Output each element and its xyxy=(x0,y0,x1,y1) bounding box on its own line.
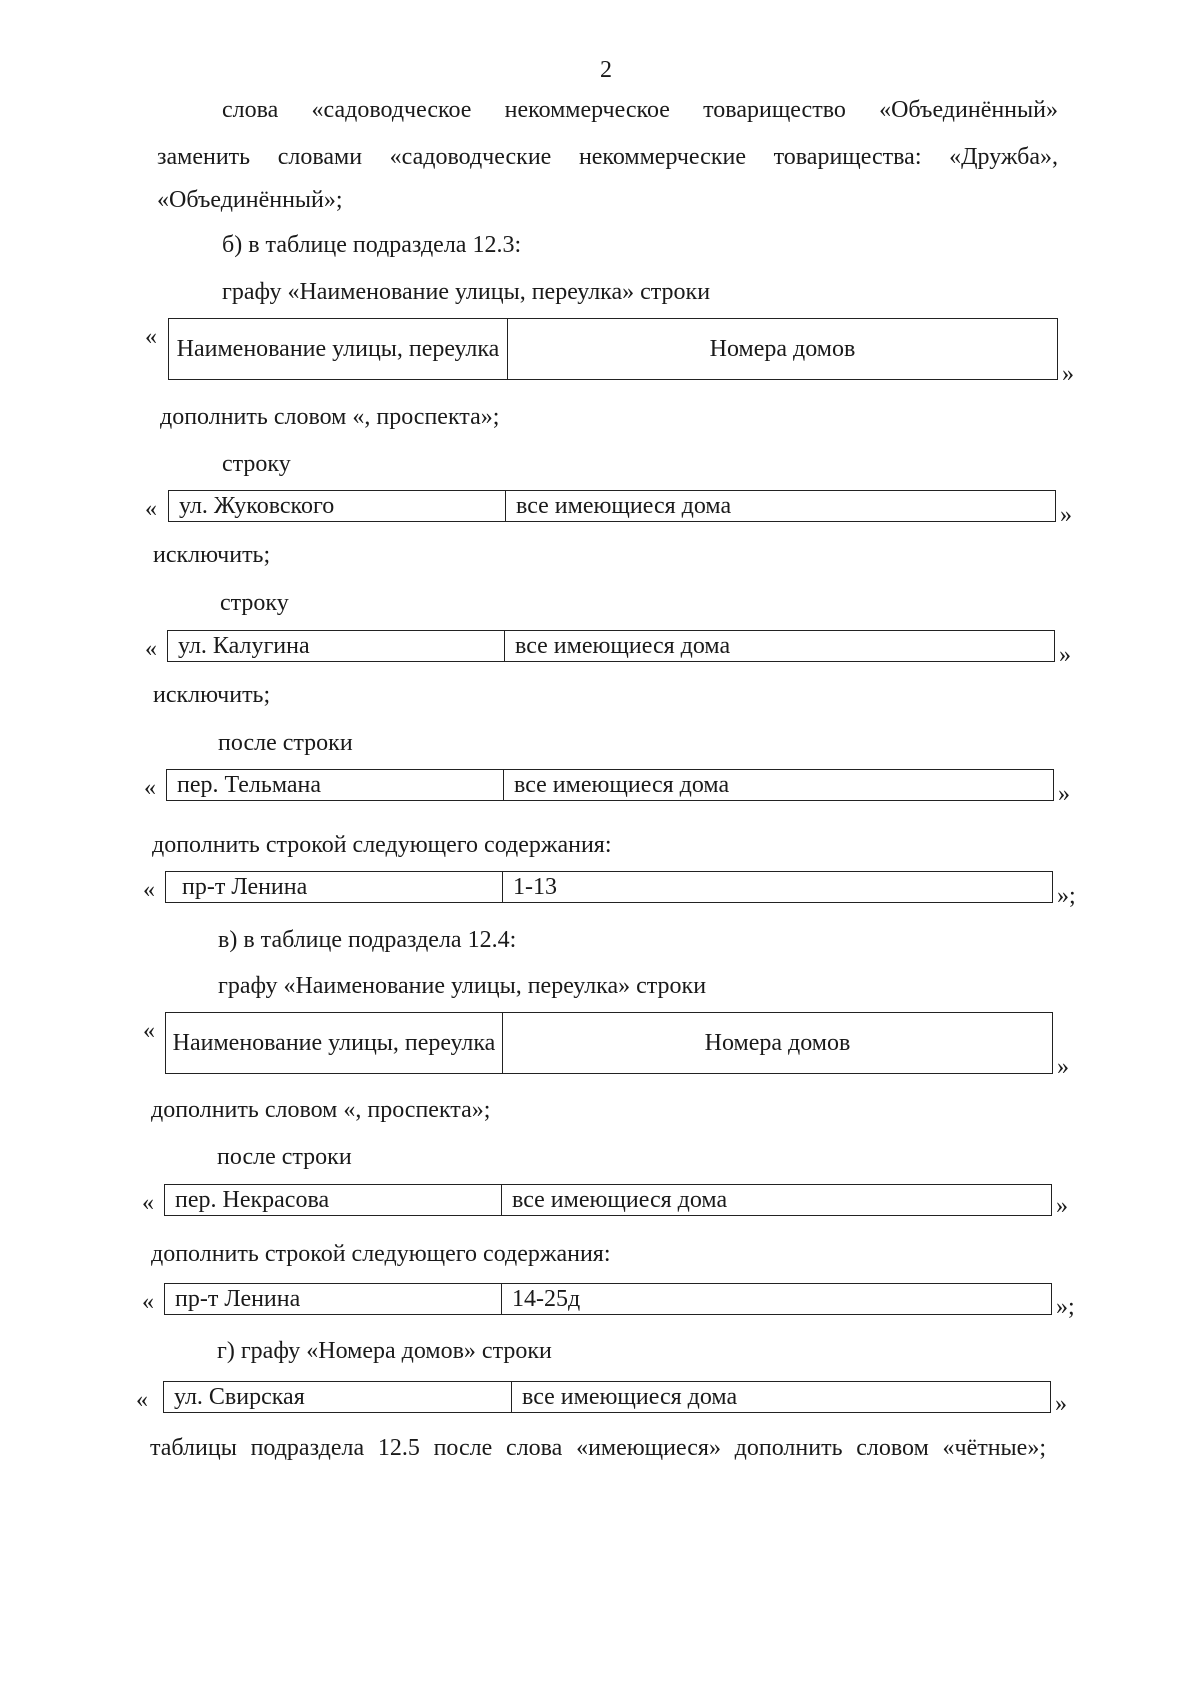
section-b-heading: б) в таблице подраздела 12.3: xyxy=(222,232,522,258)
section-g-heading: г) графу «Номера домов» строки xyxy=(217,1338,552,1364)
paragraph-line-1: слова «садоводческое некоммерческое товарищество «Объединённый» xyxy=(222,97,1058,123)
exclude-2: исключить; xyxy=(153,682,271,708)
quote-open: « xyxy=(145,496,157,522)
table-row-lenina-2 xyxy=(164,1283,1052,1315)
quote-open: « xyxy=(145,636,157,662)
section-v-heading: в) в таблице подраздела 12.4: xyxy=(218,927,517,953)
table-row-nekrasova xyxy=(164,1184,1052,1216)
quote-close: » xyxy=(1060,502,1072,528)
quote-close-semicolon: »; xyxy=(1057,883,1076,909)
table-header-col2: Номера домов xyxy=(704,1030,851,1056)
stroku-2: строку xyxy=(220,590,289,616)
quote-open: « xyxy=(143,877,155,903)
row-street: пр-т Ленина xyxy=(166,872,503,902)
row-houses: все имеющиеся дома xyxy=(515,632,731,659)
table-header-col1: Наименование улицы, переулка xyxy=(166,1013,503,1073)
quote-open: « xyxy=(143,1018,155,1044)
table-row-zhukovsky xyxy=(168,490,1056,522)
paragraph-line-2: заменить словами «садоводческие некоммерческие товарищества: «Дружба», xyxy=(157,144,1058,170)
row-houses: все имеющиеся дома xyxy=(516,492,732,519)
final-line: таблицы подраздела 12.5 после слова «имеющиеся» дополнить словом «чётные»; xyxy=(150,1435,1046,1461)
quote-close: » xyxy=(1055,1391,1067,1417)
section-v-graph: графу «Наименование улицы, переулка» строки xyxy=(218,973,707,999)
quote-close: » xyxy=(1062,361,1074,387)
row-houses: 1-13 xyxy=(513,873,557,900)
table-row-svirskaya xyxy=(163,1381,1051,1413)
table-header-col1: Наименование улицы, переулка xyxy=(169,319,508,379)
after-row-1: после строки xyxy=(218,730,353,756)
add-prospect-2: дополнить словом «, проспекта»; xyxy=(151,1097,491,1123)
quote-close: » xyxy=(1057,1054,1069,1080)
quote-open: « xyxy=(145,324,157,350)
row-houses: все имеющиеся дома xyxy=(512,1186,728,1213)
table-row-kalugina xyxy=(167,630,1055,662)
after-row-2: после строки xyxy=(217,1144,352,1170)
exclude-1: исключить; xyxy=(153,542,271,568)
paragraph-line-3: «Объединённый»; xyxy=(157,187,343,213)
row-street: ул. Свирская xyxy=(164,1382,512,1412)
row-street: пер. Тельмана xyxy=(167,770,504,800)
stroku-1: строку xyxy=(222,451,291,477)
quote-close: » xyxy=(1059,642,1071,668)
row-houses: все имеющиеся дома xyxy=(514,771,730,798)
quote-close-semicolon: »; xyxy=(1056,1294,1075,1320)
quote-open: « xyxy=(136,1387,148,1413)
table-row-lenina-1 xyxy=(165,871,1053,903)
add-row-1: дополнить строкой следующего содержания: xyxy=(152,832,612,858)
add-prospect-1: дополнить словом «, проспекта»; xyxy=(160,404,500,430)
add-row-2: дополнить строкой следующего содержания: xyxy=(151,1241,611,1267)
row-street: ул. Жуковского xyxy=(169,491,506,521)
table-row-telmana xyxy=(166,769,1054,801)
row-street: ул. Калугина xyxy=(168,631,505,661)
table-header-12-3 xyxy=(168,318,1058,380)
row-houses: все имеющиеся дома xyxy=(522,1383,738,1410)
quote-open: « xyxy=(144,775,156,801)
table-header-col2: Номера домов xyxy=(709,336,856,362)
quote-close: » xyxy=(1056,1193,1068,1219)
page-number: 2 xyxy=(600,57,612,83)
quote-close: » xyxy=(1058,781,1070,807)
quote-open: « xyxy=(142,1190,154,1216)
row-street: пр-т Ленина xyxy=(165,1284,502,1314)
row-houses: 14-25д xyxy=(512,1285,581,1312)
row-street: пер. Некрасова xyxy=(165,1185,502,1215)
quote-open: « xyxy=(142,1289,154,1315)
table-header-12-4 xyxy=(165,1012,1053,1074)
section-b-graph: графу «Наименование улицы, переулка» строки xyxy=(222,279,711,305)
